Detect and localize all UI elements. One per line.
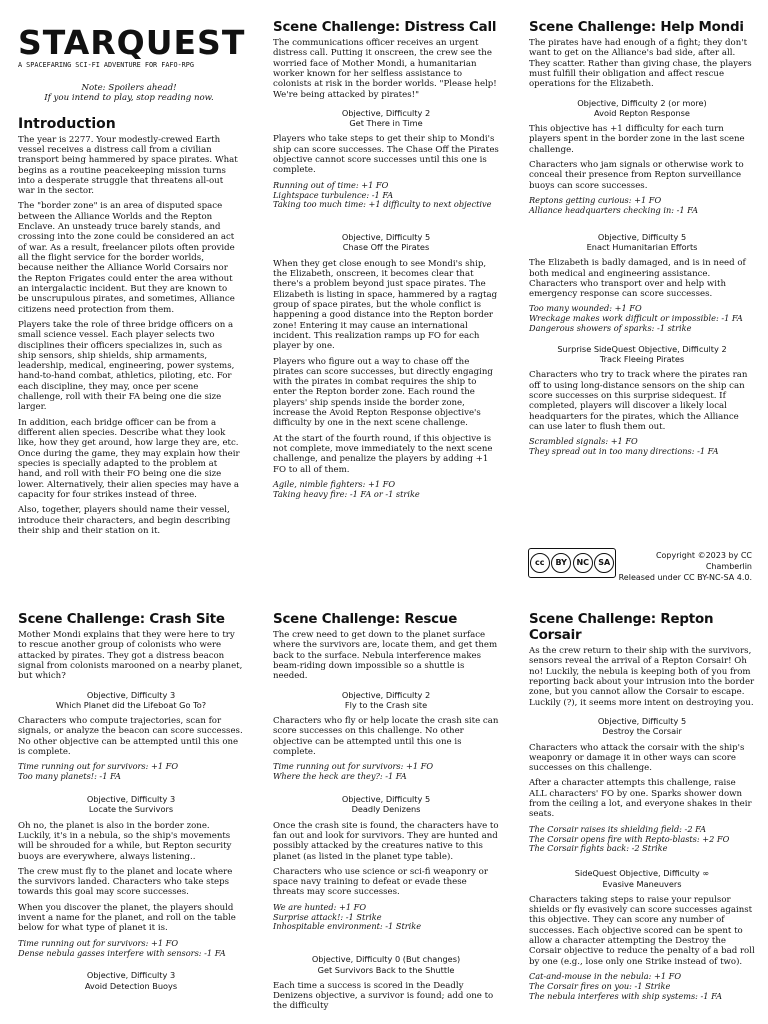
objective-header	[273, 232, 499, 253]
objective-text: After a character attempts this challenge, raise ALL characters' FO by one. Sparks shower down from the ceiling a lot, and everyone shakes in their seats.	[529, 778, 752, 820]
distress-call-section	[273, 20, 499, 505]
modifier-list	[529, 304, 755, 334]
section-paragraph: The communications officer receives an urgent distress call. Putting it onscreen, the crew see the worried face of Mother Mondi, a humanitarian worker known for her selfless assistance to colonists at risk in the border worlds. "Please help! We're being attacked by pirates!"	[273, 38, 497, 100]
objective-text: Players who figure out a way to chase off the pirates can score successes, but directly engaging with the pirates in combat requires the ship to enter the Repton border zone. Each round the players' ship spends inside the border zone, increase the Avoid Repton Response objective's difficulty by one in the next scene challenge.	[273, 356, 493, 429]
objective-name: Destroy the Corsair	[602, 726, 682, 737]
modifier: Dense nebula gasses interfere with sensors: -1 FA	[18, 947, 226, 958]
objective-header	[529, 868, 755, 889]
modifier: The Corsair opens fire with Repto-blasts: +2 FO	[529, 833, 730, 844]
intro-paragraph: Players take the role of three bridge officers on a small science vessel. Each player selects two disciplines their officers specializes in, such as ship sensors, ship shields, ship armaments, leadership, medical, engineering, power systems, hand-to-hand combat, athletics, piloting, etc. For each discipline, they may, once per scene challenge, roll with their FA being one die size larger.	[18, 319, 235, 413]
spoiler-note-line2: If you intend to play, stop reading now.	[44, 93, 214, 104]
objective-text: Players who take steps to get their ship to Mondi's ship can score successes. The Chase Off the Pirates objective cannot score successes until this one is complete.	[273, 134, 499, 176]
objective-text: When you discover the planet, the players should invent a name for the planet, and roll on the table below for what type of planet it is.	[18, 902, 236, 934]
modifier: Surprise attack!: -1 Strike	[273, 911, 382, 922]
modifier-list	[529, 196, 755, 216]
objective-difficulty: Objective, Difficulty 0 (But changes)	[311, 954, 461, 965]
modifier-list	[273, 762, 499, 782]
objective-name: Chase Off the Pirates	[342, 242, 430, 253]
rescue-section	[273, 612, 499, 1017]
modifier: Time running out for survivors: +1 FO	[18, 761, 179, 772]
modifier-list	[18, 939, 244, 959]
intro-heading: Introduction	[18, 115, 116, 132]
cc-icon: cc	[530, 553, 550, 573]
objective-name: Avoid Repton Response	[594, 107, 690, 118]
modifier-list	[18, 762, 244, 782]
section-title: Scene Challenge: Help Mondi	[529, 20, 744, 35]
copyright-line: Copyright ©2023 by CC Chamberlin	[655, 551, 752, 572]
objective-header	[273, 108, 499, 129]
objective-text: Once the crash site is found, the characters have to fan out and look for survivors. They are hunted and possibly attacked by the creatures native to this planet (as listed in the planet type table).	[273, 820, 499, 862]
objective-text: The Elizabeth is badly damaged, and is in need of both medical and engineering assistance. Characters who transport over and help with emergency response can score successes.	[529, 258, 746, 300]
modifier: Cat-and-mouse in the nebula: +1 FO	[529, 970, 682, 981]
cc-by-icon: BY	[551, 553, 571, 573]
objective-header	[273, 954, 499, 975]
objective-name: Which Planet did the Lifeboat Go To?	[55, 699, 207, 710]
modifier-list	[273, 903, 499, 933]
copyright-notice	[618, 550, 752, 584]
help-mondi-section	[529, 20, 755, 462]
objective-header	[273, 690, 499, 711]
spoiler-note	[18, 83, 240, 104]
modifier: Alliance headquarters checking in: -1 FA	[529, 204, 699, 215]
intro-paragraph: Also, together, players should name their vessel, introduce their characters, and begin describing their ship and their station on it.	[18, 505, 231, 536]
objective-difficulty: Surprise SideQuest Objective, Difficulty 2	[557, 343, 727, 354]
cc-license-badge	[528, 548, 616, 578]
section-paragraph: Mother Mondi explains that they were here to try to rescue another group of colonists who were attacked by pirates. They got a distress beacon signal from colonists marooned on a nearby planet, but which?	[18, 630, 243, 682]
objective-name: Deadly Denizens	[351, 804, 421, 815]
modifier: Wreckage makes work difficult or impossible: -1 FA	[529, 313, 743, 324]
modifier: The nebula interferes with ship systems: -1 FA	[529, 990, 722, 1001]
objective-header	[529, 344, 755, 365]
objective-header	[273, 794, 499, 815]
intro-paragraph: In addition, each bridge officer can be from a different alien species. Describe what they look like, how they get around, how large they are, etc. Once during the game, they may explain how their species is specially adapted to the problem at hand, and roll with their FO being one die size lower. Alternatively, their alien species may have a capacity for four strikes instead of three.	[18, 417, 240, 500]
modifier-list	[529, 825, 755, 855]
modifier-list	[529, 972, 755, 1002]
objective-text: At the start of the fourth round, if this objective is not complete, move immediately to the next scene challenge, and penalize the players by adding +1 FO to all of them.	[273, 433, 493, 475]
game-tagline: A SPACEFARING SCI-FI ADVENTURE FOR FAFO-RPG	[18, 61, 194, 69]
objective-text: When they get close enough to see Mondi's ship, the Elizabeth, onscreen, it becomes clear that there's a problem beyond just space pirates. The Elizabeth is listing in space, hammered by a ragtag group of space pirates, but the whole conflict is happening a good distance into the Repton border zone! Entering it may cause an international incident. This realization ramps up FO for each player by one.	[273, 258, 498, 352]
intro-column	[18, 23, 246, 541]
objective-header	[18, 794, 244, 815]
objective-text: This objective has +1 difficulty for each turn players spent in the border zone in the last scene challenge.	[529, 124, 745, 155]
modifier: Time running out for survivors: +1 FO	[18, 937, 179, 948]
intro-paragraph: The "border zone" is an area of disputed space between the Alliance Worlds and the Repton Enclave. An unsteady truce barely stands, and crossing into the zone could be considered an act of war. As a result, freelancer pilots often provide all the flight service for the border worlds, because neither the Alliance World Corsairs nor the Repton Frigates could enter the area without an intergalactic incident. But they are known to be unscrupulous pirates, and sometimes, Alliance citizens need protection from them.	[18, 201, 235, 315]
objective-text: Characters who jam signals or otherwise work to conceal their presence from Repton surveillance buoys can score successes.	[529, 160, 744, 191]
section-title: Scene Challenge: Repton Corsair	[529, 612, 714, 644]
objective-text: The crew must fly to the planet and locate where the survivors landed. Characters who take steps towards this goal may score successes.	[18, 866, 233, 898]
objective-name: Locate the Survivors	[88, 804, 174, 815]
objective-text: Characters who attack the corsair with the ship's weaponry or damage it in other ways can score successes on this challenge.	[529, 742, 745, 774]
objective-difficulty: Objective, Difficulty 2	[341, 107, 431, 118]
section-title: Scene Challenge: Distress Call	[273, 20, 497, 35]
objective-difficulty: Objective, Difficulty 3	[86, 689, 176, 700]
modifier: The Corsair fires on you: -1 Strike	[529, 980, 671, 991]
objective-header	[529, 716, 755, 737]
objective-text: Characters who fly or help locate the crash site can score successes on this challenge. No other objective can be attempted until this one is complete.	[273, 716, 499, 758]
objective-header	[18, 970, 244, 991]
section-paragraph: The pirates have had enough of a fight; they don't want to get on the Alliance's bad side, after all. They scatter. Rather than giving chase, the players must fulfill their obligation and affect rescue operations for the Elizabeth.	[529, 38, 752, 90]
modifier: Inhospitable environment: -1 Strike	[273, 921, 422, 932]
modifier-list	[273, 480, 499, 500]
objective-difficulty: Objective, Difficulty 3	[86, 794, 176, 805]
modifier: Agile, nimble fighters: +1 FO	[273, 478, 396, 489]
objective-header	[529, 232, 755, 253]
intro-paragraph: The year is 2277. Your modestly-crewed Earth vessel receives a distress call from a civilian transport being hammered by space pirates. What begins as a routine peacekeeping mission turns into a desperate struggle that threatens all-out war in the sector.	[18, 134, 238, 197]
game-logo: STARQUEST	[18, 23, 246, 62]
modifier: Time running out for survivors: +1 FO	[273, 761, 434, 772]
section-paragraph: As the crew return to their ship with the survivors, sensors reveal the arrival of a Repton Corsair! Oh no! Luckily, the nebula is keeping both of you from reporting back about your intrusion into the border zone, but you cannot allow the Corsair to escape. Luckily (?), it seems more intent on destroying you.	[529, 646, 755, 708]
spoiler-note-line1: Note: Spoilers ahead!	[81, 83, 177, 94]
objective-name: Get Survivors Back to the Shuttle	[317, 964, 455, 975]
repton-corsair-section	[529, 612, 755, 1006]
modifier: Too many planets!: -1 FA	[18, 771, 121, 782]
objective-name: Track Fleeing Pirates	[599, 354, 685, 365]
objective-text: Each time a success is scored in the Deadly Denizens objective, a survivor is found; add one to the difficulty	[273, 980, 494, 1012]
modifier: Scrambled signals: +1 FO	[529, 436, 638, 447]
objective-name: Get There in Time	[349, 118, 423, 129]
modifier: Dangerous showers of sparks: -1 strike	[529, 323, 692, 334]
objective-difficulty: Objective, Difficulty 3	[86, 970, 176, 981]
section-title: Scene Challenge: Crash Site	[18, 612, 225, 627]
objective-difficulty: Objective, Difficulty 5	[597, 716, 687, 727]
objective-name: Evasive Maneuvers	[602, 878, 682, 889]
modifier: Running out of time: +1 FO	[273, 179, 389, 190]
objective-text: Oh no, the planet is also in the border zone. Luckily, it's in a nebula, so the ship's movements will be shrouded for a while, but Repton security buoys are everywhere, always listening..	[18, 820, 232, 862]
modifier-list	[529, 437, 755, 457]
objective-text: Characters who compute trajectories, scan for signals, or analyze the beacon can score successes. No other objective can be attempted until this one is complete.	[18, 716, 243, 758]
objective-name: Fly to the Crash site	[344, 699, 428, 710]
modifier: We are hunted: +1 FO	[273, 901, 367, 912]
objective-text: Characters who use science or sci-fi weaponry or space navy training to defeat or evade these threats may score successes.	[273, 866, 488, 898]
objective-header	[529, 98, 755, 119]
modifier: Lightspace turbulence: -1 FA	[273, 189, 394, 200]
objective-difficulty: Objective, Difficulty 5	[597, 231, 687, 242]
crash-site-section	[18, 612, 244, 997]
objective-text: Characters taking steps to raise your repulsor shields or fly evasively can score successes against this objective. They can score any number of successes. Each objective scored can be spent to allow a character attempting the Destroy the Corsair objective to reduce the penalty of a bad roll by one (e.g., lose only one Strike instead of two).	[529, 894, 755, 967]
license-line: Released under CC BY-NC-SA 4.0.	[618, 573, 752, 583]
cc-sa-icon: SA	[594, 553, 614, 573]
modifier-list	[273, 181, 499, 211]
modifier: Reptons getting curious: +1 FO	[529, 195, 662, 206]
objective-text: Characters who try to track where the pirates ran off to using long-distance sensors on the ship can score successes on this surprise sidequest. If completed, players will discover a likely local headquarters for the pirates, which the Alliance can use later to flush them out.	[529, 370, 748, 433]
objective-difficulty: Objective, Difficulty 5	[341, 794, 431, 805]
objective-difficulty: SideQuest Objective, Difficulty ∞	[574, 868, 710, 879]
objective-name: Avoid Detection Buoys	[84, 980, 178, 991]
modifier: The Corsair raises its shielding field: -2 FA	[529, 823, 707, 834]
section-paragraph: The crew need to get down to the planet surface where the survivors are, locate them, and get them back to the surface. Nebula interference makes beam-riding down impossible so a shuttle is needed.	[273, 630, 498, 682]
modifier: The Corsair fights back: -2 Strike	[529, 843, 668, 854]
modifier: Where the heck are they?: -1 FA	[273, 771, 407, 782]
objective-difficulty: Objective, Difficulty 5	[341, 232, 431, 243]
modifier: Taking too much time: +1 difficulty to next objective	[273, 199, 492, 210]
objective-header	[18, 690, 244, 711]
modifier: Taking heavy fire: -1 FA or -1 strike	[273, 488, 420, 499]
objective-difficulty: Objective, Difficulty 2 (or more)	[577, 97, 707, 108]
modifier: Too many wounded: +1 FO	[529, 303, 642, 314]
objective-name: Enact Humanitarian Efforts	[586, 241, 698, 252]
modifier: They spread out in too many directions: -1 FA	[529, 446, 719, 457]
objective-difficulty: Objective, Difficulty 2	[341, 689, 431, 700]
cc-nc-icon: NC	[573, 553, 593, 573]
section-title: Scene Challenge: Rescue	[273, 612, 458, 627]
